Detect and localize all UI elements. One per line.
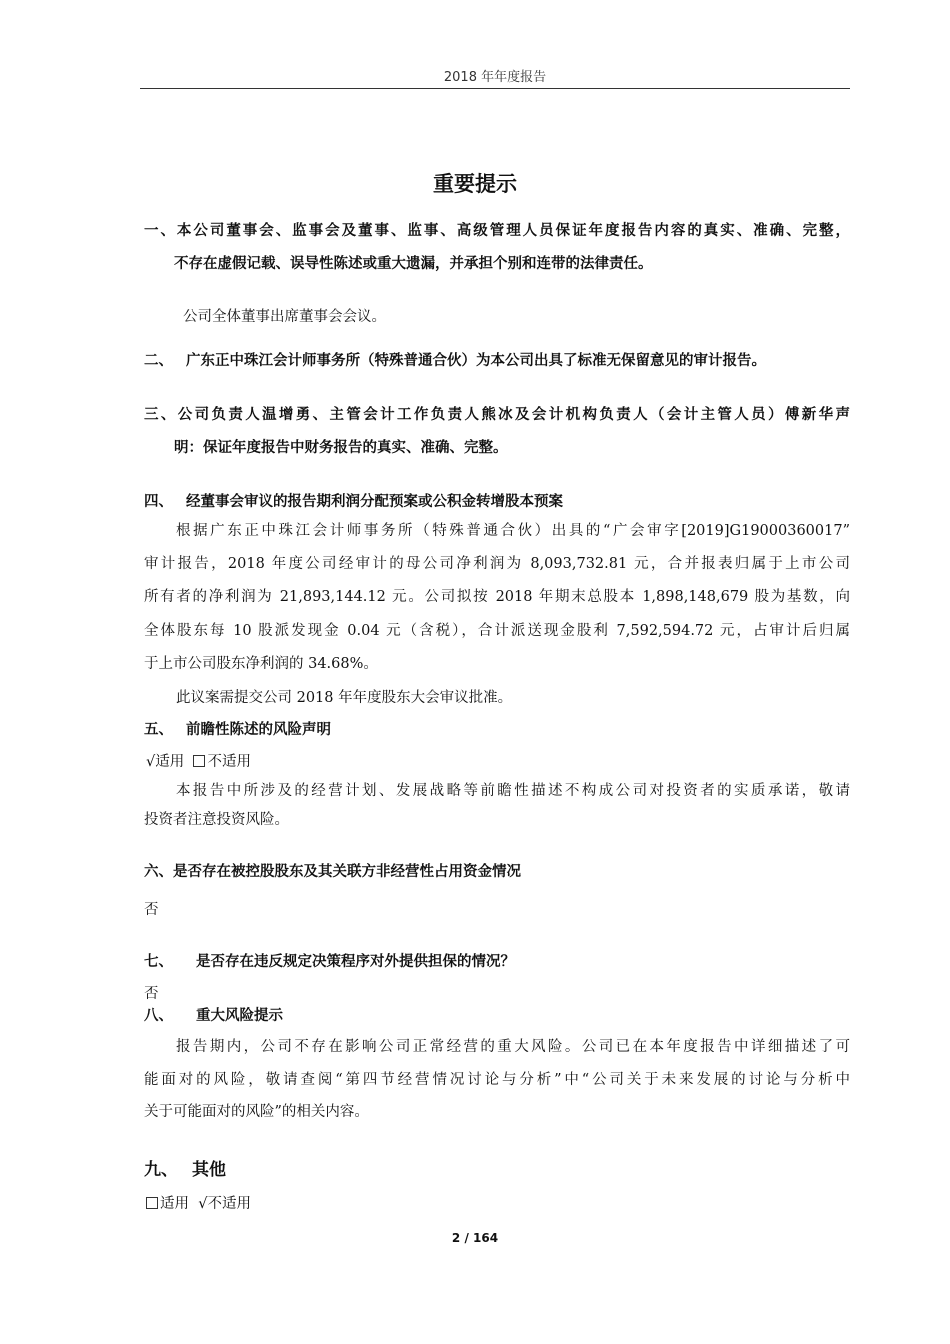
check-mark-icon: √ bbox=[146, 754, 156, 770]
page-header: 2018 年年度报告 bbox=[443, 70, 547, 85]
option-applicable-label: 适用 bbox=[155, 754, 185, 770]
page-title: 重要提示 bbox=[433, 172, 517, 196]
section-8-paragraph-line-3: 关于可能面对的风险”的相关内容。 bbox=[144, 1104, 369, 1120]
section-6-heading: 六、是否存在被控股股东及其关联方非经营性占用资金情况 bbox=[144, 864, 521, 880]
page-number: 2 / 164 bbox=[451, 1231, 499, 1245]
section-5-paragraph-line-1: 本报告中所涉及的经营计划、发展战略等前瞻性描述不构成公司对投资者的实质承诺，敬请 bbox=[176, 783, 850, 799]
section-3-line-1: 三、公司负责人温增勇、主管会计工作负责人熊冰及会计机构负责人（会计主管人员）傅新华声 bbox=[144, 407, 850, 423]
section-1-line-1: 一、本公司董事会、监事会及董事、监事、高级管理人员保证年度报告内容的真实、准确、完整， bbox=[144, 223, 850, 239]
section-4-paragraph-line-2: 审计报告，2018 年度公司经审计的母公司净利润为 8,093,732.81 元，合并报表归属于上市公司 bbox=[144, 556, 850, 572]
section-5-heading: 前瞻性陈述的风险声明 bbox=[186, 722, 331, 738]
section-8-paragraph-line-1: 报告期内，公司不存在影响公司正常经营的重大风险。公司已在本年度报告中详细描述了可 bbox=[176, 1039, 850, 1055]
section-4-paragraph-line-3: 所有者的净利润为 21,893,144.12 元。公司拟按 2018 年期末总股本 1,898,148,679 股为基数，向 bbox=[144, 589, 850, 605]
section-8-paragraph-line-2: 能面对的风险，敬请查阅“第四节经营情况讨论与分析”中“公司关于未来发展的讨论与分析中 bbox=[144, 1072, 850, 1088]
section-9-heading: 其他 bbox=[192, 1160, 226, 1180]
section-7-number: 七、 bbox=[144, 954, 173, 970]
section-1-line-2: 不存在虚假记载、误导性陈述或重大遗漏，并承担个别和连带的法律责任。 bbox=[174, 256, 653, 272]
section-3-line-2: 明：保证年度报告中财务报告的真实、准确、完整。 bbox=[174, 440, 508, 456]
option-applicable-label: 适用 bbox=[160, 1196, 189, 1212]
section-5-number: 五、 bbox=[144, 722, 173, 738]
section-2-text: 广东正中珠江会计师事务所（特殊普通合伙）为本公司出具了标准无保留意见的审计报告。 bbox=[186, 353, 766, 369]
section-8-heading: 重大风险提示 bbox=[196, 1008, 283, 1024]
section-7-heading: 是否存在违反规定决策程序对外提供担保的情况？ bbox=[196, 954, 515, 970]
section-7-answer: 否 bbox=[144, 986, 159, 1002]
section-4-paragraph-line-5: 于上市公司股东净利润的 34.68%。 bbox=[144, 656, 378, 672]
empty-checkbox-icon bbox=[193, 755, 205, 767]
section-4-heading: 经董事会审议的报告期利润分配预案或公积金转增股本预案 bbox=[186, 494, 563, 510]
empty-checkbox-icon bbox=[146, 1197, 158, 1209]
section-8-number: 八、 bbox=[144, 1008, 173, 1024]
check-mark-icon: √ bbox=[198, 1196, 208, 1212]
section-5-options bbox=[146, 750, 251, 771]
section-6-answer: 否 bbox=[144, 902, 159, 918]
section-4-number: 四、 bbox=[144, 494, 173, 510]
option-not-applicable-label: 不适用 bbox=[207, 754, 251, 770]
section-4-paragraph-line-1: 根据广东正中珠江会计师事务所（特殊普通合伙）出具的“广会审字[2019]G19000360017” bbox=[176, 523, 850, 539]
section-4-paragraph-line-4: 全体股东每 10 股派发现金 0.04 元（含税），合计派送现金股利 7,592,594.72 元，占审计后归属 bbox=[144, 623, 850, 639]
section-5-paragraph-line-2: 投资者注意投资风险。 bbox=[144, 812, 289, 828]
section-2-number: 二、 bbox=[144, 353, 173, 369]
section-9-number: 九、 bbox=[144, 1160, 178, 1180]
header-rule bbox=[140, 88, 850, 89]
section-1-note: 公司全体董事出席董事会会议。 bbox=[183, 309, 386, 325]
option-not-applicable-label: 不适用 bbox=[207, 1196, 251, 1212]
section-4-approval: 此议案需提交公司 2018 年年度股东大会审议批准。 bbox=[176, 690, 513, 706]
section-9-options bbox=[146, 1192, 251, 1213]
